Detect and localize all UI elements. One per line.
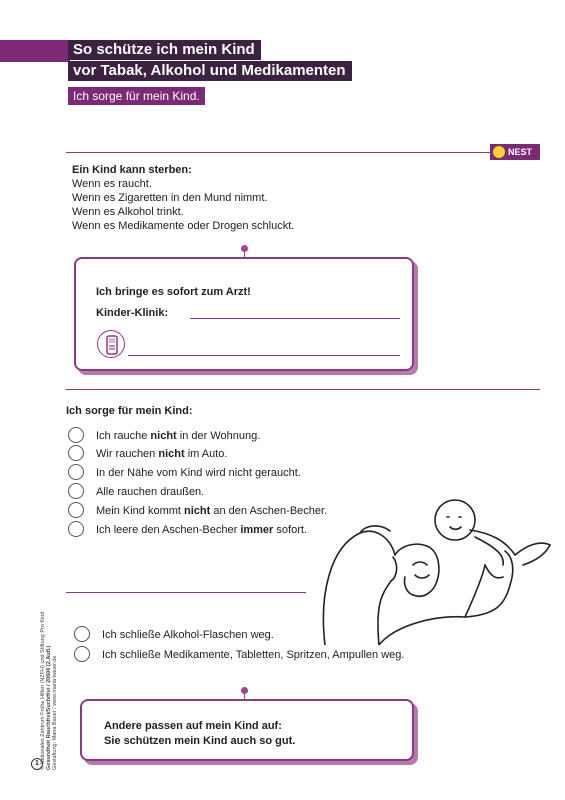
doctor-card-heading: Ich bringe es sofort zum Arzt! [96,286,251,298]
checkbox[interactable] [68,483,84,499]
page-subtitle: Ich sorge für mein Kind. [68,87,205,105]
danger-line: Wenn es Medikamente oder Drogen schluckt. [72,220,295,232]
copyright-sidebar [40,540,58,770]
clinic-label: Kinder-Klinik: [96,307,169,319]
mobile-phone-icon [97,330,125,358]
copyright-line: Gesundheit Rauchfrei/Suchtfrei / 20606 (2.Aufl.) [46,645,52,770]
parent-lifting-baby-illustration [305,485,555,645]
checkbox[interactable] [68,427,84,443]
page-number-badge: 1 [31,758,43,770]
section-divider [66,152,490,153]
checklist-item: Mein Kind kommt nicht an den Aschen-Becher. [96,505,328,517]
nest-badge [490,144,540,160]
checkbox[interactable] [68,445,84,461]
checkbox[interactable] [68,502,84,518]
copyright-line: Gestaltung: Maria Bauer / www.maria-bauer.de [52,655,58,770]
danger-line: Wenn es Alkohol trinkt. [72,206,184,218]
section-divider [66,592,306,593]
danger-line: Wenn es Zigaretten in den Mund nimmt. [72,192,268,204]
section-divider [66,389,540,390]
danger-heading: Ein Kind kann sterben: [72,164,192,176]
checklist-item: In der Nähe vom Kind wird nicht geraucht. [96,467,301,479]
checklist-heading: Ich sorge für mein Kind: [66,405,193,417]
checkbox[interactable] [68,464,84,480]
danger-line: Wenn es raucht. [72,178,152,190]
care-card-line: Andere passen auf mein Kind auf: [104,720,282,732]
checklist-item: Ich leere den Aschen-Becher immer sofort. [96,524,307,536]
page-title-line-1: So schütze ich mein Kind [68,40,261,60]
clinic-write-line[interactable] [190,318,400,319]
checklist-item: Ich rauche nicht in der Wohnung. [96,430,261,442]
nest-logo-icon [493,146,505,158]
phone-write-line[interactable] [128,355,400,356]
checklist-item: Ich schließe Alkohol-Flaschen weg. [102,629,274,641]
nest-badge-label: NEST [508,147,533,157]
header-accent-band [0,40,70,62]
care-card-line: Sie schützen mein Kind auch so gut. [104,735,296,747]
checkbox[interactable] [68,521,84,537]
checklist-item: Wir rauchen nicht im Auto. [96,448,228,460]
checklist-item: Ich schließe Medikamente, Tabletten, Spritzen, Ampullen weg. [102,649,405,661]
copyright-line: © Nationales Zentrum Frühe Hilfen (NZFH) und Stiftung Pro Kind [40,611,46,770]
checkbox[interactable] [74,626,90,642]
checklist-item: Alle rauchen draußen. [96,486,205,498]
checkbox[interactable] [74,646,90,662]
page-title-line-2: vor Tabak, Alkohol und Medikamenten [68,61,352,81]
